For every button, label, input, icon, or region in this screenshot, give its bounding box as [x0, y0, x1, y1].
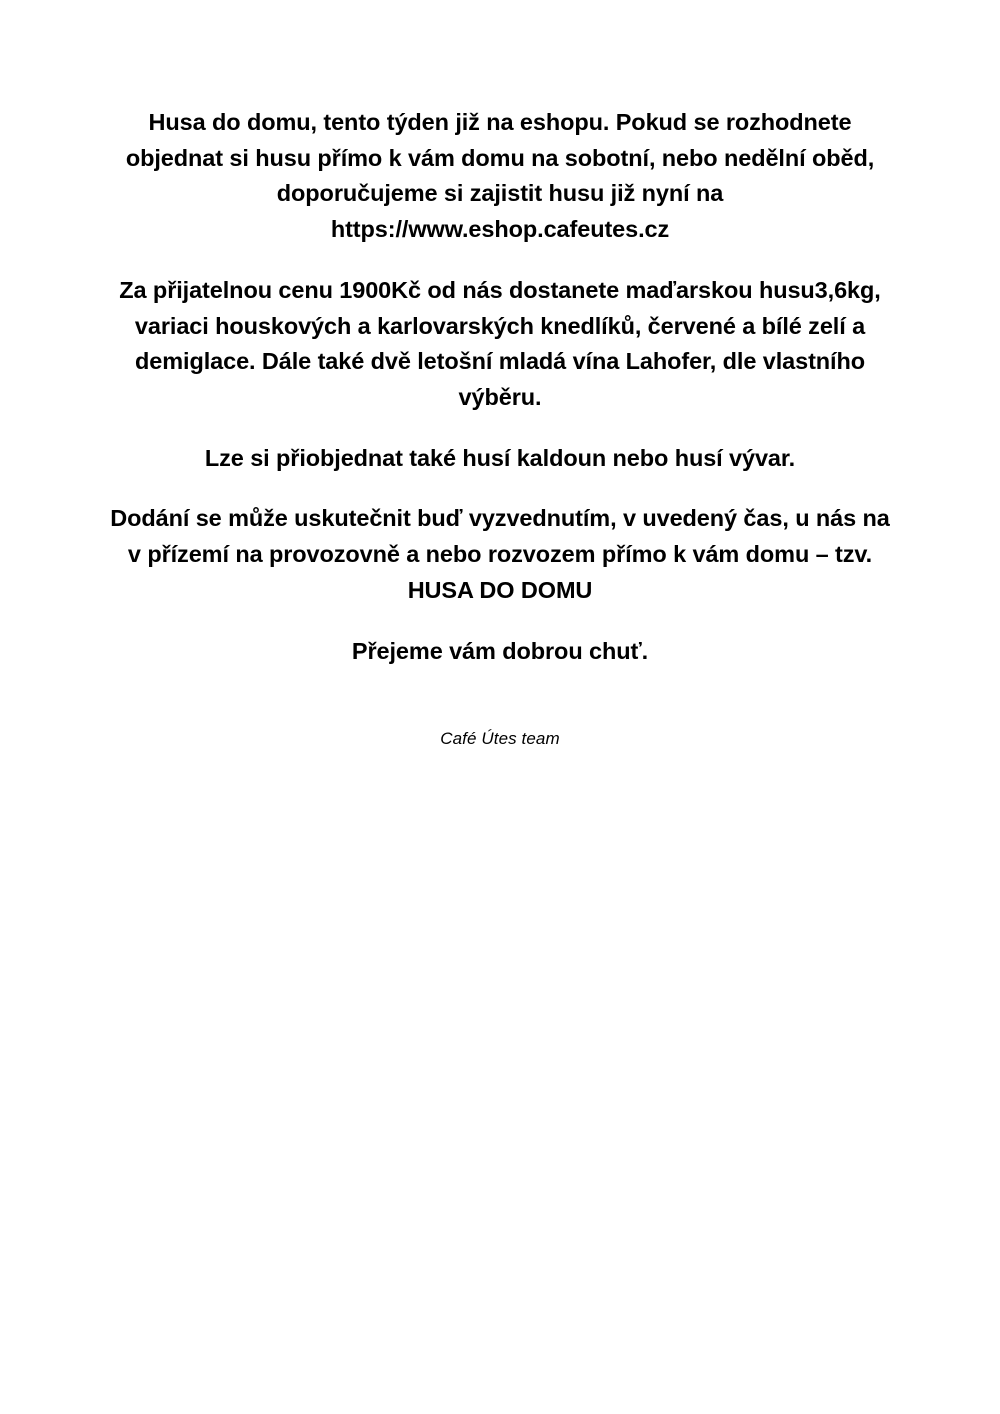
paragraph-intro: Husa do domu, tento týden již na eshopu. Pokud se rozhodnete objednat si husu přímo k vám domu na sobotní, nebo nedělní oběd, doporučujeme si zajistit husu již nyní na https://www.eshop.cafeutes.cz	[125, 109, 875, 243]
paragraph-addons: Lze si přiobjednat také husí kaldoun nebo husí vývar.	[204, 444, 796, 471]
paragraph-closing: Přejeme vám dobrou chuť.	[351, 637, 649, 664]
signature-line: Café Útes team	[440, 729, 560, 749]
document-body	[110, 105, 890, 749]
paragraph-delivery: Dodání se může uskutečnit buď vyzvednutím, v uvedený čas, u nás na v přízemí na provozovně a nebo rozvozem přímo k vám domu – tzv. HUSA DO DOMU	[110, 505, 890, 603]
paragraph-price-details: Za přijatelnou cenu 1900Kč od nás dostanete maďarskou husu3,6kg, variaci houskových a karlovarských knedlíků, červené a bílé zelí a demiglace. Dále také dvě letošní mladá vína Lahofer, dle vlastního výběru.	[119, 276, 881, 411]
